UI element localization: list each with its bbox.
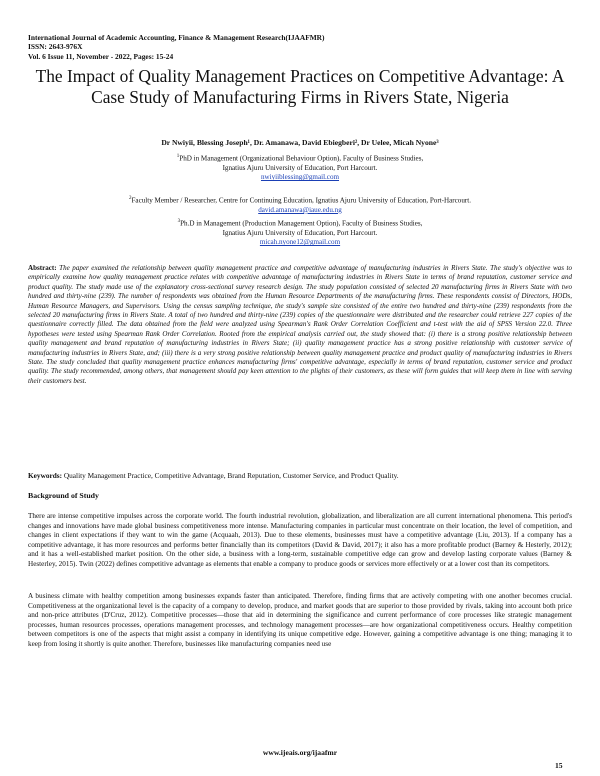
journal-name: International Journal of Academic Accounting, Finance & Management Research(IJAAFMR) [28, 33, 325, 42]
footer-url: www.ijeais.org/ijaafmr [262, 748, 338, 757]
affiliation-1-line2: Ignatius Ajuru University of Education, Port Harcourt. [222, 163, 378, 172]
affiliation-3-sup: 3 [177, 219, 181, 224]
paper-title: The Impact of Quality Management Practices on Competitive Advantage: A Case Study of Manufacturing Firms in Rivers State, Nigeria [35, 66, 565, 107]
author-list: Dr Nwiyii, Blessing Joseph¹, Dr. Amanawa, David Ebiegberi², Dr Uelee, Micah Nyone³ [161, 138, 439, 147]
affiliation-3-email-link[interactable]: micah.nyone12@gmail.com [259, 238, 341, 247]
keywords [28, 471, 572, 480]
keywords-text: Quality Management Practice, Competitive Advantage, Brand Reputation, Customer Service, and Product Quality. [63, 471, 399, 480]
journal-volume: Vol. 6 Issue 11, November - 2022, Pages: 15-24 [28, 51, 174, 61]
body-paragraph-2: A business climate with healthy competition among businesses expands faster than anticipated. Therefore, finding firms that are actively competing with one another becomes crucial. Competitiveness at the organizational level is the capacity of a company to develop, produce, and market goods that are superior to those provided by rivals, taking into account both price and non-price attributes (D'Cruz, 2012). Competitive processes—those that aid in determining the significance and current performance of core processes like strategic management processes, human resources processes, operations management processes, and technology management processes—are how organizational competitiveness occurs. Healthy competition between competitors is one of the aspects that might assist a company in identifying its unique competitive edge. However, gaining a competitive advantage is one thing; managing it to keep from losing it shortly is quite another. Therefore, businesses like manufacturing companies need use [28, 592, 572, 648]
body-paragraph-1: There are intense competitive impulses across the corporate world. The fourth industrial revolution, globalization, and liberalization are all current international phenomena. This period's changes and innovations have made global business competitiveness more intense. Manufacturing companies in particular must concentrate on their location, the level of competition, and changes in client expectations if they want to win the game (Acquaah, 2013). Due to these elements, businesses must have a competitive advantage (Liu, 2013). If a company has a competitive advantage, it has more resources and performs better financially than its competitors (David & David, 2017); it also has a more profitable product (Barney & Hesterly, 2012); and it has a well-established market position. On the other side, a business with a long-term, sustainable competitive edge can grow and develop lasting corporate values (Barney & Hesterley, 2015). Twin (2022) defines competitive advantage as elements that enable a company to produce goods or services more effectively or at a lower cost than its competitors. [28, 512, 572, 568]
journal-issn: ISSN: 2643-976X [28, 42, 83, 52]
affiliation-2-line1: Faculty Member / Researcher, Centre for Continuing Education, Ignatius Ajuru University of Education, Port-Harcourt. [131, 196, 472, 205]
affiliation-1-email-link[interactable]: nwiyiiblessing@gmail.com [260, 173, 340, 182]
affiliation-3-line2: Ignatius Ajuru University of Education, Port Harcourt. [222, 228, 378, 237]
affiliation-3-line1: Ph.D in Management (Production Management Option), Faculty of Business Studies, [180, 219, 423, 228]
keywords-label: Keywords: [28, 471, 63, 480]
affiliation-2 [28, 194, 572, 215]
affiliation-1-sup: 1 [176, 154, 180, 159]
abstract-text: The paper examined the relationship between quality management practice and competitive advantage of manufacturing industries in Rivers State. The study's objective was to empirically examine how quality management practice relates with competitive advantage of manufacturing industries in Rivers State in terms of brand reputation, customer service and product quality. The study made use of the explanatory cross-sectional survey research design. The study population consisted of selected 20 manufacturing firms in Rivers State with two hundred and thirty-nine (239). The number of respondents was obtained from the Human Resource Departments of the manufacturing firms. These respondents consist of Directors, HODs, Human Resource Managers, and Supervisors. Using the census sampling technique, the study's sample size consisted of the entire two hundred and thirty-nine (239) respondents from the selected 20 manufacturing firms in Rivers State. A total of two hundred and thirty-nine (239) copies of the questionnaire were distributed and the researcher could retrieve 227 copies of the questionnaire correctly filled. The data obtained from the field were analyzed using Spearman's Rank Order Correlation Coefficient and t-test with the aid of SPSS Version 22.0. Three hypotheses were tested using Spearman Rank Order Correlation. Rooted from the empirical analysis carried out, the study showed that: (i) there is a strong positive relationship between quality management and brand reputation of manufacturing industries in Rivers State; (ii) quality management practice has a strong positive relationship with customer service of manufacturing industries in Rivers State, and; (iii) there is a very strong positive relationship between quality management practice and product quality of manufacturing industries in Rivers State. The study concluded that quality management practice enhances manufacturing firms' competitive advantage, especially in terms of brand reputation, customer service and product quality. The study recommended, among others, that management should pay keen attention to the plights of their customers, as these will form guides that will keep them in line with serving their customers best. [28, 264, 572, 385]
abstract-label: Abstract: [28, 264, 57, 272]
page-number: 15 [555, 761, 563, 770]
affiliation-1 [28, 152, 572, 183]
affiliation-1-line1: PhD in Management (Organizational Behaviour Option), Faculty of Business Studies, [179, 154, 424, 163]
section-heading: Background of Study [28, 491, 99, 500]
affiliation-2-email-link[interactable]: david.amanawa@iaue.edu.ng [258, 205, 342, 214]
affiliation-3 [28, 217, 572, 248]
affiliation-2-sup: 2 [128, 196, 132, 201]
journal-header [28, 33, 572, 61]
abstract [28, 264, 572, 386]
